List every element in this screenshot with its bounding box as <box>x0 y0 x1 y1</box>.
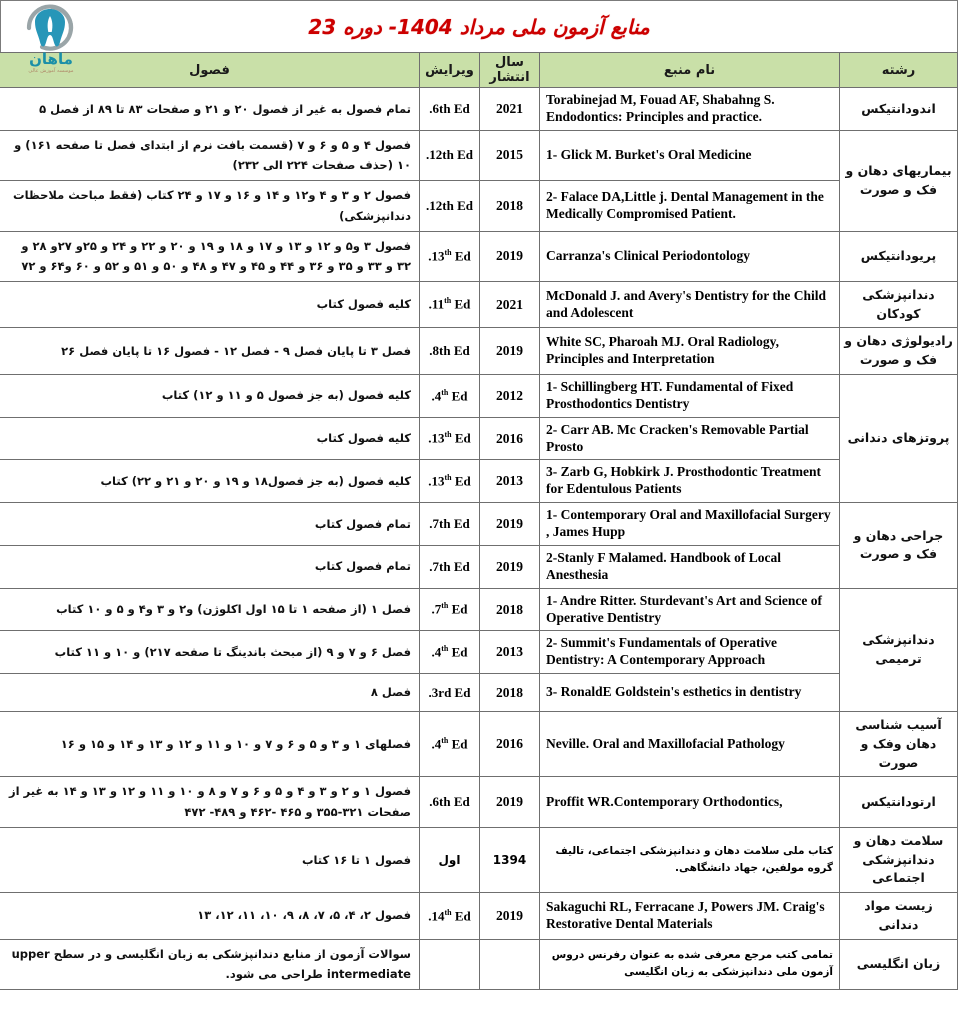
cell-year: 2019 <box>480 893 540 940</box>
cell-year: 2018 <box>480 674 540 712</box>
table-head <box>0 53 958 88</box>
cell-chapters: تمام فصول به غیر از فصول ۲۰ و ۲۱ و صفحات ۸۳ تا ۸۹ از فصل ۵ <box>0 88 420 131</box>
cell-year: 2018 <box>480 588 540 631</box>
cell-chapters: کلیه فصول کتاب <box>0 281 420 328</box>
cell-edition: 7th Ed. <box>420 503 480 546</box>
table-row <box>0 503 958 546</box>
cell-source: 1- Schillingberg HT. Fundamental of Fixed Prosthodontics Dentistry <box>540 374 840 417</box>
cell-field: آسیب شناسی دهان وفک و صورت <box>840 712 958 777</box>
table-row <box>0 231 958 281</box>
cell-edition <box>420 374 480 417</box>
cell-edition: 6th Ed. <box>420 777 480 827</box>
title-band <box>0 0 958 52</box>
table-row <box>0 328 958 375</box>
edition-suffix: th <box>441 601 449 611</box>
edition-tail: Ed. <box>428 907 471 923</box>
cell-field: زبان انگلیسی <box>840 939 958 989</box>
cell-source: تمامی کتب مرجع معرفی شده به عنوان رفرنس دروس آزمون ملی دندانپزشکی به زبان انگلیسی <box>540 939 840 989</box>
table-row <box>0 374 958 417</box>
table-row <box>0 588 958 631</box>
cell-source: 2- Carr AB. Mc Cracken's Removable Partial Prosto <box>540 417 840 460</box>
edition-number: 14 <box>431 907 445 923</box>
cell-field: زیست مواد دندانی <box>840 893 958 940</box>
cell-year: 2019 <box>480 545 540 588</box>
table-row <box>0 130 958 180</box>
edition-number: 13 <box>431 473 445 489</box>
edition-number: 11 <box>431 296 445 312</box>
table-row <box>0 281 958 328</box>
cell-source: 1- Glick M. Burket's Oral Medicine <box>540 130 840 180</box>
cell-chapters: کلیه فصول (به جز فصول۱۸ و ۱۹ و ۲۰ و ۲۱ و ۲۲) کتاب <box>0 460 420 503</box>
cell-edition <box>420 631 480 674</box>
cell-source: Neville. Oral and Maxillofacial Pathology <box>540 712 840 777</box>
cell-source: 1- Andre Ritter. Sturdevant's Art and Science of Operative Dentistry <box>540 588 840 631</box>
edition-tail: Ed. <box>431 601 468 617</box>
cell-year: 2013 <box>480 460 540 503</box>
cell-edition <box>420 712 480 777</box>
cell-edition <box>420 281 480 328</box>
cell-year: 2019 <box>480 328 540 375</box>
edition-suffix: th <box>441 644 449 654</box>
table-row <box>0 674 958 712</box>
column-header-year: سال انتشار <box>480 53 540 88</box>
cell-source: 2- Falace DA,Little j. Dental Management in the Medically Compromised Patient. <box>540 181 840 231</box>
cell-year: 2015 <box>480 130 540 180</box>
cell-source: White SC, Pharoah MJ. Oral Radiology, Principles and Interpretation <box>540 328 840 375</box>
cell-source: 1- Contemporary Oral and Maxillofacial Surgery , James Hupp <box>540 503 840 546</box>
cell-source: 2-Stanly F Malamed. Handbook of Local Anesthesia <box>540 545 840 588</box>
cell-chapters: سوالات آزمون از منابع دندانپزشکی به زبان انگلیسی و در سطح upper intermediate طراحی می شود. <box>0 939 420 989</box>
edition-tail: Ed. <box>431 644 468 660</box>
column-header-edition: ویرایش <box>420 53 480 88</box>
cell-chapters: فصلهای ۱ و ۳ و ۵ و ۶ و ۷ و ۱۰ و ۱۱ و ۱۲ و ۱۳ و ۱۴ و ۱۵ و ۱۶ <box>0 712 420 777</box>
edition-suffix: th <box>441 736 449 746</box>
cell-edition: 12th Ed. <box>420 181 480 231</box>
cell-edition <box>420 939 480 989</box>
table-row <box>0 417 958 460</box>
cell-year <box>480 939 540 989</box>
page-title: منابع آزمون ملی مرداد 1404- دوره 23 <box>308 14 650 39</box>
cell-source: McDonald J. and Avery's Dentistry for the Child and Adolescent <box>540 281 840 328</box>
table-body <box>0 88 958 990</box>
cell-field: سلامت دهان و دندانپزشکی اجتماعی <box>840 827 958 892</box>
edition-number: 13 <box>431 430 445 446</box>
table-row <box>0 777 958 827</box>
cell-field: جراحی دهان و فک و صورت <box>840 503 958 589</box>
cell-year: 2019 <box>480 777 540 827</box>
edition-suffix: th <box>444 907 452 917</box>
table-row <box>0 827 958 892</box>
cell-edition <box>420 231 480 281</box>
edition-suffix: th <box>444 248 452 258</box>
table-row <box>0 88 958 131</box>
cell-chapters: فصول ۱ تا ۱۶ کتاب <box>0 827 420 892</box>
cell-year: 2021 <box>480 88 540 131</box>
edition-tail: Ed. <box>431 387 468 403</box>
edition-number: 4 <box>434 387 442 403</box>
cell-field: پریودانتیکس <box>840 231 958 281</box>
cell-field: پروتزهای دندانی <box>840 374 958 502</box>
cell-edition <box>420 893 480 940</box>
cell-year: 2021 <box>480 281 540 328</box>
cell-chapters: فصل ۳ تا پایان فصل ۹ - فصل ۱۲ - فصول ۱۶ تا پایان فصل ۲۶ <box>0 328 420 375</box>
table-row <box>0 631 958 674</box>
cell-chapters: تمام فصول کتاب <box>0 503 420 546</box>
edition-tail: Ed. <box>428 430 471 446</box>
cell-source: 3- Zarb G, Hobkirk J. Prosthodontic Treatment for Edentulous Patients <box>540 460 840 503</box>
cell-edition <box>420 460 480 503</box>
cell-year: 1394 <box>480 827 540 892</box>
column-header-field: رشته <box>840 53 958 88</box>
cell-edition <box>420 588 480 631</box>
cell-field: دندانپزشکی ترمیمی <box>840 588 958 712</box>
cell-chapters: فصول ۴ و ۵ و ۶ و ۷ (قسمت بافت نرم از ابتدای فصل تا صفحه ۱۶۱) و ۱۰ (حذف صفحات ۲۲۴ الی ۲۳۲) <box>0 130 420 180</box>
cell-field: ارتودانتیکس <box>840 777 958 827</box>
cell-source: Torabinejad M, Fouad AF, Shabahng S. Endodontics: Principles and practice. <box>540 88 840 131</box>
cell-field: بیماریهای دهان و فک و صورت <box>840 130 958 231</box>
cell-edition: اول <box>420 827 480 892</box>
logo-brand-label: ماهان <box>29 50 73 68</box>
table-row <box>0 893 958 940</box>
edition-tail: Ed. <box>428 248 471 264</box>
cell-year: 2019 <box>480 231 540 281</box>
cell-source: Sakaguchi RL, Ferracane J, Powers JM. Craig's Restorative Dental Materials <box>540 893 840 940</box>
cell-year: 2016 <box>480 417 540 460</box>
cell-source: 2- Summit's Fundamentals of Operative Dentistry: A Contemporary Approach <box>540 631 840 674</box>
edition-suffix: th <box>441 387 449 397</box>
edition-suffix: th <box>444 296 452 306</box>
cell-year: 2012 <box>480 374 540 417</box>
cell-year: 2019 <box>480 503 540 546</box>
edition-number: 4 <box>434 644 442 660</box>
cell-chapters: فصول ۲ و ۳ و ۴ و۱۲ و ۱۴ و ۱۶ و ۱۷ و ۲۴ کتاب (فقط مباحث ملاحظات دندانپزشکی) <box>0 181 420 231</box>
edition-suffix: th <box>444 430 452 440</box>
cell-source: Carranza's Clinical Periodontology <box>540 231 840 281</box>
edition-number: 7 <box>434 601 442 617</box>
cell-chapters: فصول ۲، ۴، ۵، ۷، ۸، ۹، ۱۰، ۱۱، ۱۲، ۱۳ <box>0 893 420 940</box>
edition-suffix: th <box>444 473 452 483</box>
cell-chapters: کلیه فصول (به جز فصول ۵ و ۱۱ و ۱۲) کتاب <box>0 374 420 417</box>
cell-edition: 3rd Ed. <box>420 674 480 712</box>
cell-chapters: فصول ۳ و۵ و ۱۲ و ۱۳ و ۱۷ و ۱۸ و ۱۹ و ۲۰ و ۲۲ و ۲۴ و ۲۵و ۲۷و ۲۸ و ۳۲ و ۳۳ و ۳۵ و ۳۶ و ۴۴ و ۴۵ و ۴۷ و ۴۸ و ۵۰ و ۵۱ و ۵۲ و ۶۰ و۶۴ و ۷۲ <box>0 231 420 281</box>
cell-edition: 7th Ed. <box>420 545 480 588</box>
cell-field: اندودانتیکس <box>840 88 958 131</box>
cell-chapters: فصل ۶ و ۷ و ۹ (از مبحث باندینگ تا صفحه ۲۱۷) و ۱۰ و ۱۱ کتاب <box>0 631 420 674</box>
cell-edition: 12th Ed. <box>420 130 480 180</box>
cell-chapters: فصول ۱ و ۲ و ۳ و ۴ و ۵ و ۶ و ۷ و ۸ و ۱۰ و ۱۱ و ۱۲ و ۱۳ و ۱۴ به غیر از صفحات ۳۲۱-۳۵۵ و ۴۶۵ -۴۶۲ و ۴۸۹- ۴۷۲ <box>0 777 420 827</box>
table-row <box>0 545 958 588</box>
cell-edition <box>420 417 480 460</box>
edition-number: 4 <box>434 736 442 752</box>
table-row <box>0 712 958 777</box>
cell-source: کتاب ملی سلامت دهان و دندانپزشکی اجتماعی، تالیف گروه مولفین، جهاد دانشگاهی. <box>540 827 840 892</box>
edition-tail: Ed. <box>431 736 468 752</box>
edition-number: 13 <box>431 248 445 264</box>
cell-chapters: کلیه فصول کتاب <box>0 417 420 460</box>
cell-edition: 6th Ed. <box>420 88 480 131</box>
cell-chapters: فصل ۸ <box>0 674 420 712</box>
cell-year: 2016 <box>480 712 540 777</box>
resources-table <box>0 52 958 990</box>
cell-year: 2018 <box>480 181 540 231</box>
cell-field: دندانپزشکی کودکان <box>840 281 958 328</box>
cell-edition: 8th Ed. <box>420 328 480 375</box>
cell-chapters: فصل ۱ (از صفحه ۱ تا ۱۵ اول اکلوژن) و۲ و ۳ و۴ و ۵ و ۱۰ کتاب <box>0 588 420 631</box>
edition-tail: Ed. <box>428 296 471 312</box>
cell-source: Proffit WR.Contemporary Orthodontics, <box>540 777 840 827</box>
header-row <box>0 53 958 88</box>
cell-chapters: تمام فصول کتاب <box>0 545 420 588</box>
column-header-source: نام منبع <box>540 53 840 88</box>
table-row <box>0 939 958 989</box>
cell-source: 3- RonaldE Goldstein's esthetics in dentistry <box>540 674 840 712</box>
column-header-chapters: فصول <box>0 53 420 88</box>
table-row <box>0 181 958 231</box>
logo-brand-sub: موسسه آموزش عالی <box>28 67 74 74</box>
cell-field: رادیولوژی دهان و فک و صورت <box>840 328 958 375</box>
table-row <box>0 460 958 503</box>
edition-tail: Ed. <box>428 473 471 489</box>
cell-year: 2013 <box>480 631 540 674</box>
